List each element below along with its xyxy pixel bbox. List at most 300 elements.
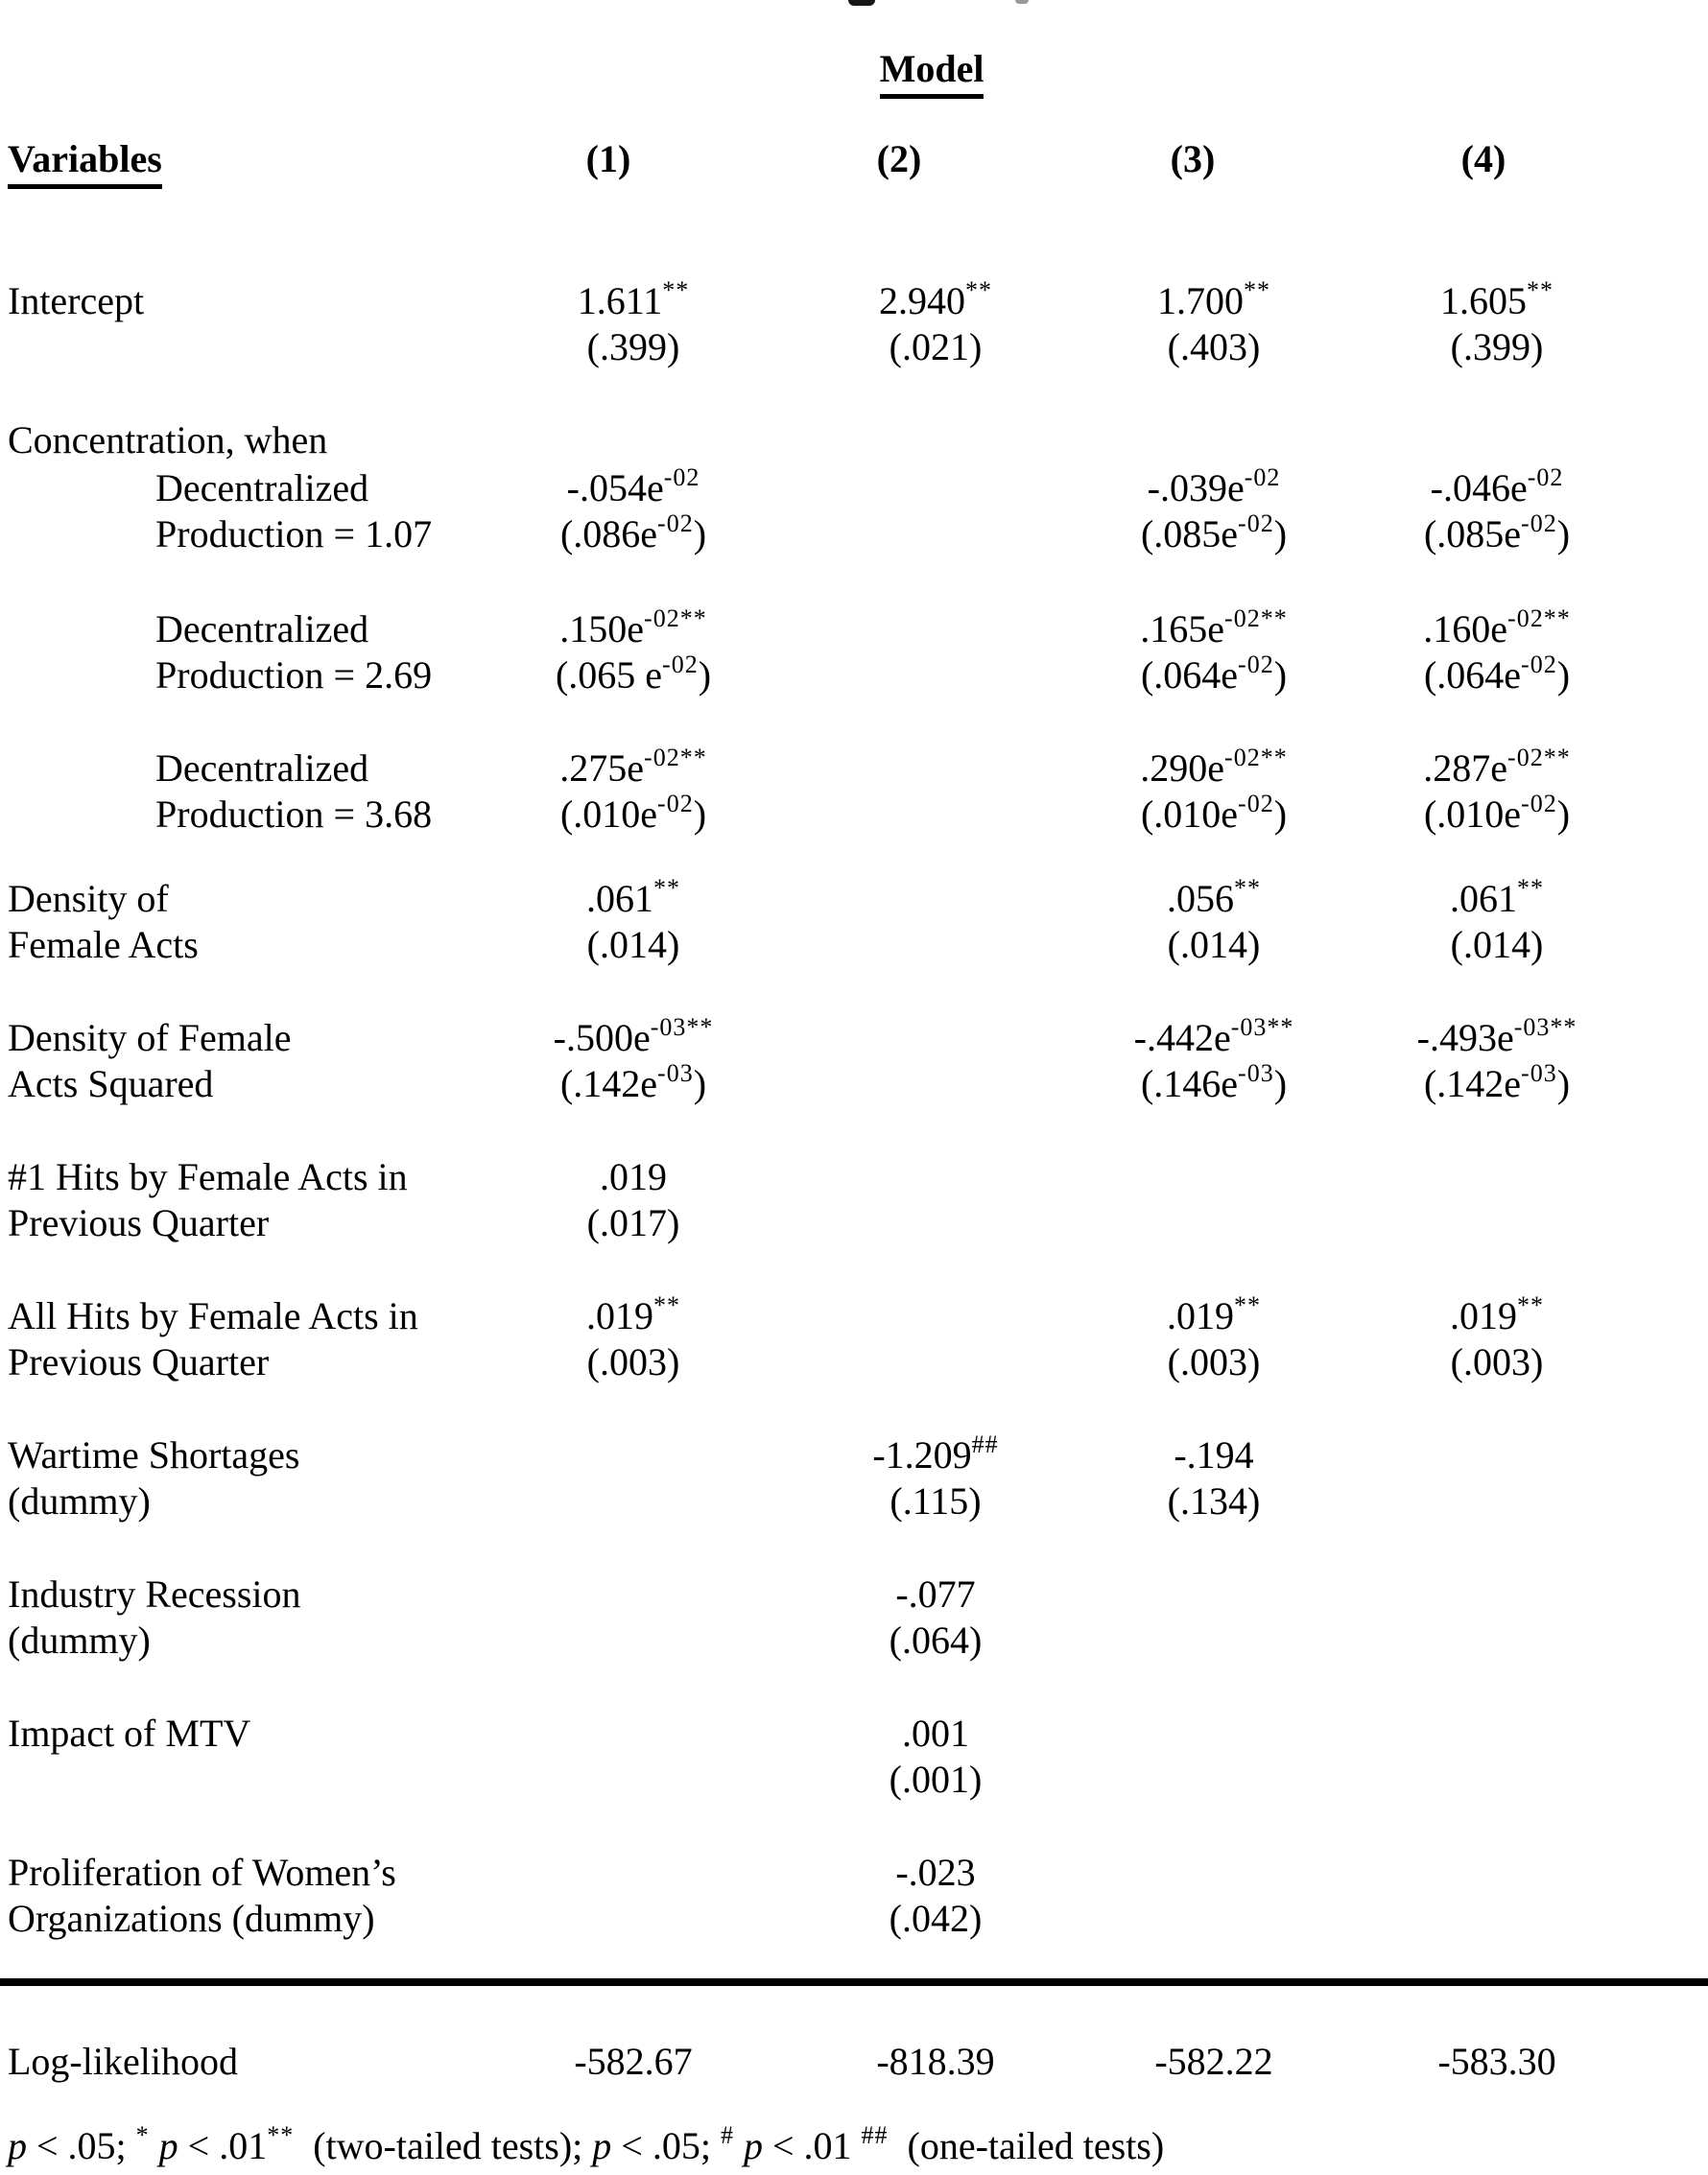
standard-error-line (792, 1757, 1079, 1803)
standard-error-line (792, 922, 1079, 968)
standard-error-exponent: -03 (1238, 1059, 1274, 1087)
model-3-cell (1070, 465, 1358, 557)
row-label-line2: Previous Quarter (8, 1201, 270, 1244)
standard-error-value: (.010e (1140, 792, 1239, 836)
footnote-p-symbol: p (592, 2124, 612, 2167)
standard-error-value: (.021) (889, 325, 983, 368)
coefficient-line (489, 876, 777, 922)
coefficient-line (1353, 1850, 1641, 1896)
row-label-cell (8, 1293, 468, 1385)
standard-error-value: (.085e (1140, 512, 1239, 556)
coefficient-line (792, 745, 1079, 792)
model-4-cell (1353, 1711, 1641, 1803)
coefficient-superscript: ** (653, 874, 680, 902)
coefficient-line (489, 745, 777, 792)
coefficient-line (792, 465, 1079, 511)
standard-error-exponent: -03 (1521, 1059, 1557, 1087)
table-row-block (0, 1015, 1708, 1107)
coefficient-line (1070, 278, 1358, 324)
standard-error-line (1353, 922, 1641, 968)
standard-error-close-paren: ) (698, 653, 712, 697)
standard-error-value: (.042) (889, 1897, 983, 1940)
coefficient-value: .275e (559, 746, 645, 790)
standard-error-close-paren: ) (1273, 653, 1288, 697)
standard-error-value: (.142e (1423, 1062, 1522, 1105)
coefficient-line (489, 1293, 777, 1339)
row-label-line1: Impact of MTV (8, 1712, 251, 1755)
row-label-line1: Density of Female (8, 1016, 292, 1059)
model-1-cell (489, 1432, 777, 1525)
coefficient-line (792, 1711, 1079, 1757)
footnote-superscript: # (720, 2121, 734, 2149)
standard-error-value: (.403) (1167, 325, 1261, 368)
standard-error-line (792, 1618, 1079, 1664)
model-1-cell (489, 1015, 777, 1107)
coefficient-line (792, 278, 1079, 324)
coefficient-line (1353, 1432, 1641, 1478)
row-label-cell (8, 876, 468, 968)
standard-error-line (489, 1339, 777, 1385)
row-label-line2: Acts Squared (8, 1062, 214, 1105)
table-row-block (0, 606, 1708, 698)
model-1-cell (489, 1154, 777, 1246)
coefficient-line (792, 1154, 1079, 1200)
standard-error-line (489, 1061, 777, 1107)
coefficient-line (1070, 1293, 1358, 1339)
footnote-text-segment: < .05; (611, 2124, 721, 2167)
table-row-block (0, 1293, 1708, 1385)
standard-error-value: (.010e (559, 792, 658, 836)
coefficient-line (1070, 1432, 1358, 1478)
coefficient-line (1070, 1015, 1358, 1061)
coefficient-line (1353, 1015, 1641, 1061)
model-1-cell (489, 465, 777, 557)
coefficient-superscript: ** (653, 1291, 680, 1319)
standard-error-value: (.003) (1167, 1340, 1261, 1383)
standard-error-line (1070, 1339, 1358, 1385)
model-2-cell (792, 465, 1079, 557)
model-4-cell (1353, 1572, 1641, 1664)
coefficient-line (792, 1015, 1079, 1061)
coefficient-line (1353, 1711, 1641, 1757)
model-3-cell (1070, 1432, 1358, 1525)
standard-error-line (1070, 1200, 1358, 1246)
column-header-model-4: (4) (1460, 137, 1506, 180)
standard-error-line (489, 1896, 777, 1942)
model-1-cell (489, 745, 777, 838)
standard-error-exponent: -02 (657, 790, 694, 817)
standard-error-line (1070, 1061, 1358, 1107)
standard-error-line (1353, 511, 1641, 557)
standard-error-line (1353, 1339, 1641, 1385)
row-label-line1: Decentralized (155, 607, 369, 650)
footnote-text-segment: (one-tailed tests) (888, 2124, 1165, 2167)
model-2-cell (792, 1015, 1079, 1107)
footnote-superscript: ## (861, 2121, 889, 2149)
row-label-line2: Production = 1.07 (155, 512, 433, 556)
coefficient-line (489, 1015, 777, 1061)
row-label-line2: Production = 2.69 (155, 653, 433, 697)
loglik-value-model-3: -582.22 (1154, 2040, 1273, 2083)
footnote-p-symbol: p (8, 2124, 27, 2167)
model-1-cell (489, 1850, 777, 1942)
model-2-cell (792, 1432, 1079, 1525)
row-label-cell (8, 1432, 468, 1525)
row-label-line2: Production = 3.68 (155, 792, 433, 836)
row-label-cell (8, 278, 468, 370)
loglik-row (0, 2039, 1708, 2085)
model-3-cell (1070, 606, 1358, 698)
standard-error-line (1353, 1200, 1641, 1246)
standard-error-value: (.086e (559, 512, 658, 556)
standard-error-close-paren: ) (1556, 792, 1571, 836)
table-row-block (0, 418, 1708, 557)
coefficient-superscript: ** (1244, 276, 1270, 304)
coefficient-superscript: -03** (650, 1013, 714, 1041)
standard-error-value: (.115) (890, 1479, 982, 1523)
row-label-line1: Proliferation of Women’s (8, 1851, 396, 1894)
standard-error-line (792, 652, 1079, 698)
coefficient-superscript: -03** (1230, 1013, 1294, 1041)
standard-error-value: (.064) (889, 1619, 983, 1662)
table-row-block (0, 1432, 1708, 1525)
footnote-text-segment: < .01 (762, 2124, 862, 2167)
standard-error-line (1070, 1478, 1358, 1525)
model-4-cell (1353, 278, 1641, 370)
coefficient-value: .019 (600, 1155, 667, 1198)
standard-error-exponent: -02 (1521, 650, 1557, 678)
coefficient-line (489, 1432, 777, 1478)
standard-error-line (1070, 922, 1358, 968)
coefficient-value: -.442e (1133, 1016, 1231, 1059)
coefficient-value: .287e (1423, 746, 1508, 790)
loglik-label-cell (8, 2039, 468, 2085)
row-label-cell (155, 465, 539, 557)
coefficient-value: -.493e (1416, 1016, 1514, 1059)
row-label-cell (8, 1711, 468, 1803)
model-2-cell (792, 606, 1079, 698)
standard-error-line (1070, 792, 1358, 838)
model-1-cell (489, 1572, 777, 1664)
standard-error-exponent: -02 (1521, 509, 1557, 537)
standard-error-value: (.014) (1167, 923, 1261, 966)
coefficient-superscript: -02** (1224, 744, 1288, 771)
model-1-cell (489, 1711, 777, 1803)
row-label-line1: All Hits by Female Acts in (8, 1294, 418, 1337)
coefficient-value: .056 (1167, 877, 1234, 920)
coefficient-value: -.039e (1147, 466, 1245, 509)
standard-error-value: (.085e (1423, 512, 1522, 556)
variables-header-label: Variables (8, 136, 162, 189)
coefficient-line (792, 1572, 1079, 1618)
footnote-text-segment (734, 2124, 744, 2167)
coefficient-superscript: -02 (1244, 463, 1281, 491)
coefficient-value: 1.611 (577, 279, 663, 322)
row-label-line1: Industry Recession (8, 1572, 301, 1616)
standard-error-value: (.146e (1140, 1062, 1239, 1105)
coefficient-line (1070, 1572, 1358, 1618)
coefficient-value: 1.605 (1440, 279, 1527, 322)
coefficient-superscript: ** (662, 276, 690, 304)
footnote-p-symbol: p (158, 2124, 178, 2167)
row-label-line2: (dummy) (8, 1619, 151, 1662)
coefficient-superscript: -02** (1507, 604, 1571, 632)
standard-error-close-paren: ) (693, 792, 707, 836)
row-label-cell (155, 606, 539, 698)
model-1-cell (489, 876, 777, 968)
model-4-cell (1353, 1015, 1641, 1107)
bottom-divider-rule (0, 1978, 1708, 1986)
coefficient-line (489, 1711, 777, 1757)
model-4-cell (1353, 1293, 1641, 1385)
standard-error-exponent: -02 (1238, 650, 1274, 678)
standard-error-line (792, 1478, 1079, 1525)
column-header-model-1: (1) (585, 137, 631, 180)
coefficient-superscript: ** (1234, 874, 1261, 902)
loglik-value-model-4: -583.30 (1437, 2040, 1556, 2083)
loglik-label: Log-likelihood (8, 2040, 238, 2083)
coefficient-line (489, 606, 777, 652)
cropped-title-remnant-left (848, 0, 875, 6)
table-row-block (0, 1711, 1708, 1803)
coefficient-superscript: ** (1527, 276, 1554, 304)
model-4-cell (1353, 465, 1641, 557)
footnote-text-segment: < .05; (27, 2124, 136, 2167)
significance-footnote (8, 2123, 1164, 2174)
standard-error-line (792, 1896, 1079, 1942)
coefficient-value: .061 (586, 877, 653, 920)
standard-error-value: (.399) (1450, 325, 1544, 368)
loglik-value-model-2: -818.39 (876, 2040, 995, 2083)
column-header-model-3: (3) (1170, 137, 1216, 180)
standard-error-line (1070, 1618, 1358, 1664)
row-label-line2 (8, 1757, 468, 1803)
footnote-superscript: ** (267, 2121, 295, 2149)
coefficient-value: .019 (1450, 1294, 1517, 1337)
row-label-line1: Intercept (8, 279, 145, 322)
standard-error-line (489, 792, 777, 838)
standard-error-value: (.064e (1423, 653, 1522, 697)
row-label-line2: Organizations (dummy) (8, 1897, 375, 1940)
coefficient-line (489, 1572, 777, 1618)
row-group-label: Concentration, when (8, 418, 328, 461)
coefficient-line (1070, 606, 1358, 652)
standard-error-line (1070, 1896, 1358, 1942)
coefficient-superscript: -02** (644, 604, 707, 632)
standard-error-line (1353, 1061, 1641, 1107)
coefficient-value: -.500e (553, 1016, 651, 1059)
model-1-cell (489, 1293, 777, 1385)
model-header-label: Model (880, 46, 984, 99)
coefficient-value: -.023 (895, 1851, 976, 1894)
coefficient-superscript: -02** (644, 744, 707, 771)
standard-error-value: (.399) (586, 325, 680, 368)
standard-error-exponent: -03 (657, 1059, 694, 1087)
standard-error-line (489, 922, 777, 968)
standard-error-exponent: -02 (662, 650, 699, 678)
model-2-cell (792, 278, 1079, 370)
coefficient-value: .165e (1140, 607, 1225, 650)
standard-error-value: (.065 e (555, 653, 663, 697)
standard-error-value: (.142e (559, 1062, 658, 1105)
coefficient-line (792, 1293, 1079, 1339)
column-header-model-2: (2) (876, 137, 922, 180)
coefficient-value: .290e (1140, 746, 1225, 790)
standard-error-exponent: -02 (1238, 790, 1274, 817)
coefficient-value: 2.940 (879, 279, 965, 322)
standard-error-line (1070, 324, 1358, 370)
standard-error-exponent: -02 (1521, 790, 1557, 817)
model-3-cell (1070, 278, 1358, 370)
coefficient-value: -.046e (1430, 466, 1528, 509)
standard-error-line (489, 652, 777, 698)
coefficient-line (489, 1850, 777, 1896)
standard-error-line (1353, 1896, 1641, 1942)
table-row-block (0, 1850, 1708, 1942)
standard-error-line (792, 1200, 1079, 1246)
coefficient-superscript: ## (971, 1430, 999, 1458)
standard-error-line (489, 511, 777, 557)
coefficient-line (792, 1850, 1079, 1896)
standard-error-value: (.134) (1167, 1479, 1261, 1523)
coefficient-line (792, 876, 1079, 922)
table-row-block (0, 876, 1708, 968)
coefficient-line (1070, 876, 1358, 922)
model-column-group-header (788, 46, 1076, 99)
standard-error-line (489, 1618, 777, 1664)
standard-error-line (1353, 1618, 1641, 1664)
coefficient-value: .001 (902, 1712, 969, 1755)
row-label-cell (8, 1015, 468, 1107)
standard-error-close-paren: ) (693, 1062, 707, 1105)
model-3-cell (1070, 1711, 1358, 1803)
standard-error-line (489, 324, 777, 370)
coefficient-line (1353, 1293, 1641, 1339)
model-4-cell (1353, 1850, 1641, 1942)
footnote-p-symbol: p (743, 2124, 763, 2167)
table-row-block (0, 1572, 1708, 1664)
row-label-line1: Wartime Shortages (8, 1433, 300, 1477)
coefficient-line (1070, 1154, 1358, 1200)
standard-error-value: (.001) (889, 1758, 983, 1801)
standard-error-line (1353, 792, 1641, 838)
footnote-superscript: * (135, 2121, 150, 2149)
coefficient-line (489, 278, 777, 324)
standard-error-value: (.010e (1423, 792, 1522, 836)
footnote-text-segment: (two-tailed tests); (294, 2124, 593, 2167)
coefficient-value: -.077 (895, 1572, 976, 1616)
coefficient-value: -.194 (1174, 1433, 1254, 1477)
model-4-cell (1353, 1432, 1641, 1525)
model-3-cell (1070, 1154, 1358, 1246)
standard-error-line (1070, 652, 1358, 698)
model-3-cell (1070, 1572, 1358, 1664)
model-1-cell (489, 278, 777, 370)
row-label-line1: Decentralized (155, 746, 369, 790)
coefficient-line (1070, 1850, 1358, 1896)
standard-error-line (792, 511, 1079, 557)
coefficient-line (1353, 606, 1641, 652)
standard-error-close-paren: ) (1273, 512, 1288, 556)
standard-error-value: (.064e (1140, 653, 1239, 697)
standard-error-close-paren: ) (1556, 653, 1571, 697)
model-3-cell (1070, 876, 1358, 968)
cropped-title-remnant-right (1015, 0, 1029, 4)
row-label-line2: (dummy) (8, 1479, 151, 1523)
coefficient-value: 1.700 (1157, 279, 1244, 322)
table-row-block (0, 278, 1708, 370)
standard-error-line (1070, 1757, 1358, 1803)
model-3-cell (1070, 1850, 1358, 1942)
standard-error-line (1353, 324, 1641, 370)
model-4-cell (1353, 1154, 1641, 1246)
standard-error-close-paren: ) (1273, 1062, 1288, 1105)
model-2-cell (792, 1572, 1079, 1664)
row-label-line1: Density of (8, 877, 169, 920)
coefficient-line (489, 465, 777, 511)
variables-header (8, 136, 162, 189)
row-label-line2: Previous Quarter (8, 1340, 270, 1383)
model-3-cell (1070, 1293, 1358, 1385)
row-label-cell (8, 1572, 468, 1664)
coefficient-line (1353, 465, 1641, 511)
row-label-line1: Decentralized (155, 466, 369, 509)
standard-error-value: (.017) (586, 1201, 680, 1244)
coefficient-line (1353, 745, 1641, 792)
standard-error-value: (.014) (1450, 923, 1544, 966)
coefficient-value: .061 (1450, 877, 1517, 920)
standard-error-line (489, 1200, 777, 1246)
standard-error-line (792, 324, 1079, 370)
coefficient-superscript: -02 (1527, 463, 1564, 491)
standard-error-close-paren: ) (693, 512, 707, 556)
row-label-line1: #1 Hits by Female Acts in (8, 1155, 408, 1198)
coefficient-line (1070, 745, 1358, 792)
model-3-cell (1070, 1015, 1358, 1107)
coefficient-superscript: ** (1517, 1291, 1544, 1319)
coefficient-superscript: ** (965, 276, 992, 304)
coefficient-line (1070, 1711, 1358, 1757)
coefficient-line (1353, 876, 1641, 922)
standard-error-exponent: -02 (1238, 509, 1274, 537)
coefficient-value: .150e (559, 607, 645, 650)
model-2-cell (792, 1850, 1079, 1942)
coefficient-line (489, 1154, 777, 1200)
standard-error-line (792, 1061, 1079, 1107)
coefficient-superscript: -03** (1513, 1013, 1578, 1041)
coefficient-value: .019 (586, 1294, 653, 1337)
footnote-text-segment: < .01 (178, 2124, 268, 2167)
standard-error-line (1353, 1757, 1641, 1803)
row-label-cell (8, 1850, 468, 1942)
standard-error-line (489, 1478, 777, 1525)
coefficient-value: .160e (1423, 607, 1508, 650)
standard-error-exponent: -02 (657, 509, 694, 537)
model-2-cell (792, 876, 1079, 968)
standard-error-value: (.003) (1450, 1340, 1544, 1383)
standard-error-line (1070, 511, 1358, 557)
standard-error-line (792, 792, 1079, 838)
coefficient-superscript: ** (1517, 874, 1544, 902)
coefficient-value: -1.209 (872, 1433, 972, 1477)
row-label-cell (155, 745, 539, 838)
coefficient-value: -.054e (566, 466, 664, 509)
standard-error-value: (.003) (586, 1340, 680, 1383)
model-2-cell (792, 1711, 1079, 1803)
coefficient-line (792, 606, 1079, 652)
model-2-cell (792, 1154, 1079, 1246)
coefficient-superscript: -02** (1507, 744, 1571, 771)
